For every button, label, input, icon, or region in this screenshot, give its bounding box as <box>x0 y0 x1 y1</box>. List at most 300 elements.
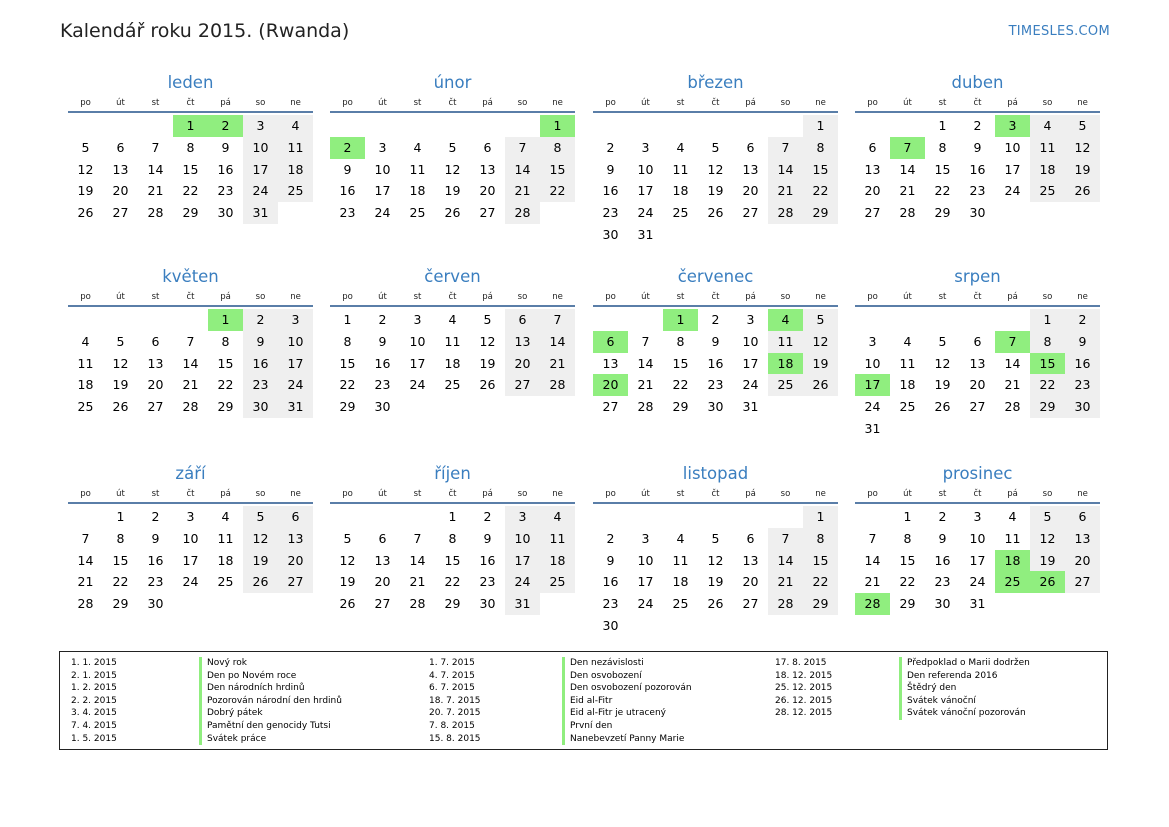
weekday-label: pá <box>220 292 231 302</box>
day-cell: 10 <box>243 137 278 159</box>
empty-day-cell <box>698 506 733 528</box>
weekday-label: čt <box>711 489 720 499</box>
day-cell: 25 <box>768 374 803 396</box>
day-cell: 2 <box>606 530 615 546</box>
weekday-label: út <box>378 98 387 108</box>
day-cell: 9 <box>243 331 278 353</box>
day-cell: 23 <box>479 574 496 590</box>
weekday-label: so <box>255 98 266 108</box>
day-cell: 22 <box>112 574 129 590</box>
day-cell: 4 <box>768 309 803 331</box>
weekday-label: ne <box>290 489 301 499</box>
day-cell: 18 <box>217 552 234 568</box>
empty-day-cell <box>628 309 663 331</box>
empty-day-cell <box>505 396 540 418</box>
weekday-label: st <box>413 489 422 499</box>
day-cell: 22 <box>1030 374 1065 396</box>
holiday-name: Svátek vánoční pozorován <box>899 707 1030 720</box>
day-cell: 12 <box>243 528 278 550</box>
day-cell: 30 <box>243 396 278 418</box>
day-cell: 13 <box>1065 528 1100 550</box>
holiday-date: 6. 7. 2015 <box>429 683 475 694</box>
weekday-label: út <box>378 489 387 499</box>
weekday-label: po <box>342 98 353 108</box>
weekday-label: so <box>1042 292 1053 302</box>
day-cell: 21 <box>77 574 94 590</box>
day-cell: 16 <box>1065 353 1100 375</box>
day-cell: 21 <box>899 183 916 199</box>
month-5 <box>68 266 313 418</box>
week-row <box>593 180 838 202</box>
day-cell: 17 <box>637 183 654 199</box>
day-cell: 9 <box>221 139 230 155</box>
holiday-name: Svátek vánoční <box>899 695 1030 708</box>
day-cell: 25 <box>899 399 916 415</box>
week-row <box>855 309 1100 331</box>
holiday-date: 3. 4. 2015 <box>71 708 117 719</box>
weekday-label: po <box>605 292 616 302</box>
site-link[interactable]: TIMESLES.COM <box>1008 24 1110 39</box>
empty-day-cell <box>330 506 365 528</box>
empty-day-cell <box>540 202 575 224</box>
empty-day-cell <box>890 418 925 440</box>
day-cell: 25 <box>1030 180 1065 202</box>
holiday-name: Předpoklad o Marii dodržen <box>899 657 1030 670</box>
day-cell: 12 <box>803 331 838 353</box>
empty-day-cell <box>855 115 890 137</box>
day-cell: 2 <box>243 309 278 331</box>
day-cell: 12 <box>77 161 94 177</box>
day-cell: 23 <box>243 374 278 396</box>
day-cell: 10 <box>637 161 654 177</box>
week-row <box>855 396 1100 418</box>
day-cell: 10 <box>409 333 426 349</box>
weekday-label: ne <box>1077 292 1088 302</box>
weekday-label: čt <box>973 292 982 302</box>
day-cell: 7 <box>151 139 160 155</box>
day-cell: 6 <box>151 333 160 349</box>
day-cell: 8 <box>938 139 947 155</box>
day-cell: 23 <box>602 596 619 612</box>
day-cell: 26 <box>707 596 724 612</box>
day-cell: 15 <box>803 550 838 572</box>
day-cell: 6 <box>973 333 982 349</box>
day-cell: 27 <box>147 399 164 415</box>
empty-day-cell <box>768 224 803 246</box>
day-cell: 22 <box>339 377 356 393</box>
holiday-date: 17. 8. 2015 <box>775 658 827 668</box>
day-cell: 8 <box>540 137 575 159</box>
month-days <box>855 115 1100 224</box>
month-name: březen <box>687 73 744 92</box>
day-cell: 9 <box>973 139 982 155</box>
day-cell: 16 <box>602 183 619 199</box>
empty-day-cell <box>540 396 575 418</box>
day-cell: 31 <box>278 396 313 418</box>
weekday-label: st <box>938 292 947 302</box>
week-row <box>855 202 1100 224</box>
day-cell: 11 <box>1004 530 1021 546</box>
day-cell: 19 <box>707 574 724 590</box>
day-cell: 23 <box>217 183 234 199</box>
day-cell: 2 <box>1065 309 1100 331</box>
day-cell: 3 <box>641 530 650 546</box>
day-cell: 18 <box>540 550 575 572</box>
day-cell: 9 <box>606 161 615 177</box>
day-cell: 19 <box>934 377 951 393</box>
month-days <box>593 309 838 418</box>
day-cell: 20 <box>742 574 759 590</box>
day-cell: 20 <box>1065 550 1100 572</box>
day-cell: 16 <box>479 552 496 568</box>
day-cell: 31 <box>969 596 986 612</box>
holiday-name: Eid al-Fitr <box>562 695 692 708</box>
week-row <box>855 528 1100 550</box>
day-cell: 20 <box>505 353 540 375</box>
month-8 <box>855 266 1100 440</box>
day-cell: 6 <box>868 139 877 155</box>
day-cell: 28 <box>182 399 199 415</box>
holiday-date: 1. 7. 2015 <box>429 658 475 668</box>
day-cell: 27 <box>602 399 619 415</box>
day-cell: 22 <box>672 377 689 393</box>
day-cell: 9 <box>378 333 387 349</box>
holiday-name: Den nezávislosti <box>562 657 692 670</box>
day-cell: 3 <box>186 509 195 524</box>
day-cell: 12 <box>1065 137 1100 159</box>
weekday-label: so <box>1042 98 1053 108</box>
empty-day-cell <box>505 115 540 137</box>
day-cell: 15 <box>540 159 575 181</box>
weekday-label: pá <box>745 489 756 499</box>
day-cell: 16 <box>707 355 724 371</box>
day-cell: 31 <box>742 399 759 415</box>
day-cell: 29 <box>803 593 838 615</box>
day-cell: 19 <box>707 183 724 199</box>
holiday-name: Den referenda 2016 <box>899 670 1030 683</box>
day-cell: 1 <box>343 312 352 327</box>
weekday-label: ne <box>815 292 826 302</box>
empty-day-cell <box>1065 418 1100 440</box>
day-cell: 27 <box>505 374 540 396</box>
week-row <box>855 506 1100 528</box>
day-cell: 26 <box>707 205 724 221</box>
day-cell: 29 <box>444 596 461 612</box>
day-cell: 16 <box>243 353 278 375</box>
month-7 <box>593 266 838 418</box>
day-cell: 6 <box>593 331 628 353</box>
day-cell: 4 <box>903 333 912 349</box>
weekday-label: po <box>342 489 353 499</box>
day-cell: 12 <box>1030 528 1065 550</box>
empty-day-cell <box>365 115 400 137</box>
day-cell: 1 <box>1030 309 1065 331</box>
weekday-label: ne <box>290 292 301 302</box>
weekday-header <box>593 486 838 504</box>
weekday-label: pá <box>220 98 231 108</box>
weekday-label: so <box>780 489 791 499</box>
day-cell: 6 <box>378 530 387 546</box>
day-cell: 17 <box>409 355 426 371</box>
week-row <box>330 309 575 331</box>
day-cell: 19 <box>444 183 461 199</box>
day-cell: 5 <box>1065 115 1100 137</box>
day-cell: 20 <box>374 574 391 590</box>
holiday-date: 28. 12. 2015 <box>775 708 833 719</box>
day-cell: 5 <box>448 139 457 155</box>
day-cell: 15 <box>444 552 461 568</box>
day-cell: 25 <box>278 180 313 202</box>
week-row <box>330 528 575 550</box>
empty-day-cell <box>995 593 1030 615</box>
day-cell: 24 <box>374 205 391 221</box>
day-cell: 26 <box>803 374 838 396</box>
holiday-name: Eid al-Fitr je utracený <box>562 707 692 720</box>
day-cell: 28 <box>899 205 916 221</box>
month-name: září <box>175 464 206 483</box>
day-cell: 18 <box>995 550 1030 572</box>
week-row <box>855 374 1100 396</box>
weekday-label: so <box>780 98 791 108</box>
day-cell: 25 <box>217 574 234 590</box>
day-cell: 5 <box>803 309 838 331</box>
empty-day-cell <box>663 115 698 137</box>
day-cell: 16 <box>147 552 164 568</box>
day-cell: 29 <box>1030 396 1065 418</box>
day-cell: 24 <box>505 571 540 593</box>
weekday-label: út <box>641 292 650 302</box>
week-row <box>68 202 313 224</box>
holiday-name: Pamětní den genocidy Tutsi <box>199 720 342 733</box>
day-cell: 5 <box>116 333 125 349</box>
day-cell: 2 <box>483 509 492 524</box>
day-cell: 31 <box>864 420 881 436</box>
holiday-date: 1. 1. 2015 <box>71 658 117 668</box>
week-row <box>68 528 313 550</box>
empty-day-cell <box>593 506 628 528</box>
day-cell: 19 <box>803 353 838 375</box>
weekday-label: ne <box>552 489 563 499</box>
weekday-label: pá <box>220 489 231 499</box>
weekday-label: po <box>80 292 91 302</box>
weekday-label: pá <box>482 489 493 499</box>
week-row <box>593 593 838 615</box>
weekday-label: čt <box>973 489 982 499</box>
day-cell: 17 <box>182 552 199 568</box>
week-row <box>855 115 1100 137</box>
weekday-label: pá <box>1007 292 1018 302</box>
day-cell: 28 <box>768 593 803 615</box>
weekday-label: čt <box>448 98 457 108</box>
day-cell: 19 <box>479 355 496 371</box>
day-cell: 18 <box>899 377 916 393</box>
empty-day-cell <box>243 593 278 615</box>
day-cell: 7 <box>186 333 195 349</box>
day-cell: 20 <box>479 183 496 199</box>
day-cell: 5 <box>483 312 492 327</box>
empty-day-cell <box>138 115 173 137</box>
day-cell: 29 <box>803 202 838 224</box>
day-cell: 15 <box>182 161 199 177</box>
empty-day-cell <box>400 396 435 418</box>
day-cell: 22 <box>899 574 916 590</box>
day-cell: 1 <box>903 509 912 524</box>
day-cell: 12 <box>444 161 461 177</box>
weekday-label: út <box>903 98 912 108</box>
holiday-name: První den <box>562 720 692 733</box>
day-cell: 14 <box>182 355 199 371</box>
week-row <box>330 506 575 528</box>
month-days <box>855 506 1100 615</box>
empty-day-cell <box>698 615 733 637</box>
day-cell: 6 <box>483 139 492 155</box>
day-cell: 3 <box>278 309 313 331</box>
empty-day-cell <box>663 506 698 528</box>
empty-day-cell <box>698 224 733 246</box>
day-cell: 11 <box>768 331 803 353</box>
holiday-name: Svátek práce <box>199 733 342 746</box>
day-cell: 6 <box>116 139 125 155</box>
holiday-name: Den osvobození <box>562 670 692 683</box>
weekday-label: pá <box>745 292 756 302</box>
day-cell: 19 <box>112 377 129 393</box>
weekday-label: st <box>413 292 422 302</box>
empty-day-cell <box>925 309 960 331</box>
day-cell: 21 <box>768 180 803 202</box>
week-row <box>68 506 313 528</box>
day-cell: 17 <box>742 355 759 371</box>
empty-day-cell <box>803 224 838 246</box>
day-cell: 2 <box>208 115 243 137</box>
day-cell: 24 <box>1004 183 1021 199</box>
day-cell: 26 <box>243 571 278 593</box>
month-days <box>330 309 575 418</box>
week-row <box>593 224 838 246</box>
day-cell: 14 <box>768 159 803 181</box>
day-cell: 23 <box>339 205 356 221</box>
day-cell: 3 <box>505 506 540 528</box>
holiday-name: Den národních hrdinů <box>199 682 342 695</box>
week-row <box>68 115 313 137</box>
weekday-label: čt <box>448 489 457 499</box>
weekday-label: po <box>605 98 616 108</box>
holiday-name: Dobrý pátek <box>199 707 342 720</box>
day-cell: 4 <box>676 139 685 155</box>
day-cell: 3 <box>995 115 1030 137</box>
weekday-label: po <box>80 98 91 108</box>
day-cell: 13 <box>602 355 619 371</box>
day-cell: 4 <box>1030 115 1065 137</box>
month-4 <box>855 72 1100 224</box>
holiday-date: 2. 1. 2015 <box>71 670 117 681</box>
day-cell: 4 <box>540 506 575 528</box>
weekday-label: st <box>151 98 160 108</box>
weekday-header <box>593 95 838 113</box>
day-cell: 9 <box>1065 331 1100 353</box>
holiday-date: 1. 2. 2015 <box>71 683 117 694</box>
holiday-date: 15. 8. 2015 <box>429 733 481 744</box>
weekday-label: st <box>676 98 685 108</box>
day-cell: 30 <box>602 617 619 633</box>
day-cell: 31 <box>637 226 654 242</box>
day-cell: 29 <box>899 596 916 612</box>
holiday-names-column-2 <box>562 657 692 745</box>
day-cell: 16 <box>339 183 356 199</box>
weekday-label: pá <box>1007 98 1018 108</box>
day-cell: 7 <box>641 333 650 349</box>
day-cell: 14 <box>768 550 803 572</box>
week-row <box>68 331 313 353</box>
holiday-name: Pozorován národní den hrdinů <box>199 695 342 708</box>
day-cell: 14 <box>899 161 916 177</box>
day-cell: 17 <box>637 574 654 590</box>
empty-day-cell <box>1030 202 1065 224</box>
empty-day-cell <box>628 115 663 137</box>
week-row <box>855 331 1100 353</box>
week-row <box>330 353 575 375</box>
day-cell: 17 <box>278 353 313 375</box>
day-cell: 11 <box>540 528 575 550</box>
week-row <box>855 159 1100 181</box>
weekday-label: ne <box>1077 489 1088 499</box>
day-cell: 30 <box>602 226 619 242</box>
day-cell: 7 <box>505 137 540 159</box>
weekday-label: po <box>605 489 616 499</box>
day-cell: 30 <box>374 399 391 415</box>
day-cell: 24 <box>637 205 654 221</box>
day-cell: 30 <box>1065 396 1100 418</box>
weekday-header <box>68 289 313 307</box>
empty-day-cell <box>855 506 890 528</box>
empty-day-cell <box>1030 593 1065 615</box>
day-cell: 15 <box>934 161 951 177</box>
day-cell: 27 <box>742 596 759 612</box>
day-cell: 10 <box>742 333 759 349</box>
weekday-header <box>330 289 575 307</box>
weekday-label: po <box>867 98 878 108</box>
day-cell: 12 <box>934 355 951 371</box>
day-cell: 25 <box>409 205 426 221</box>
day-cell: 8 <box>1030 331 1065 353</box>
day-cell: 21 <box>1004 377 1021 393</box>
day-cell: 24 <box>182 574 199 590</box>
day-cell: 6 <box>746 139 755 155</box>
weekday-label: ne <box>815 489 826 499</box>
day-cell: 13 <box>864 161 881 177</box>
weekday-label: so <box>517 292 528 302</box>
day-cell: 14 <box>864 552 881 568</box>
week-row <box>330 202 575 224</box>
empty-day-cell <box>1065 202 1100 224</box>
day-cell: 26 <box>934 399 951 415</box>
day-cell: 7 <box>868 530 877 546</box>
day-cell: 29 <box>672 399 689 415</box>
weekday-label: po <box>867 292 878 302</box>
day-cell: 1 <box>540 115 575 137</box>
day-cell: 23 <box>1065 374 1100 396</box>
day-cell: 25 <box>540 571 575 593</box>
week-row <box>593 528 838 550</box>
day-cell: 18 <box>768 353 803 375</box>
day-cell: 9 <box>151 530 160 546</box>
day-cell: 2 <box>378 312 387 327</box>
holiday-legend <box>59 651 1108 750</box>
day-cell: 30 <box>217 205 234 221</box>
day-cell: 28 <box>855 593 890 615</box>
day-cell: 12 <box>339 552 356 568</box>
day-cell: 4 <box>413 139 422 155</box>
empty-day-cell <box>768 506 803 528</box>
